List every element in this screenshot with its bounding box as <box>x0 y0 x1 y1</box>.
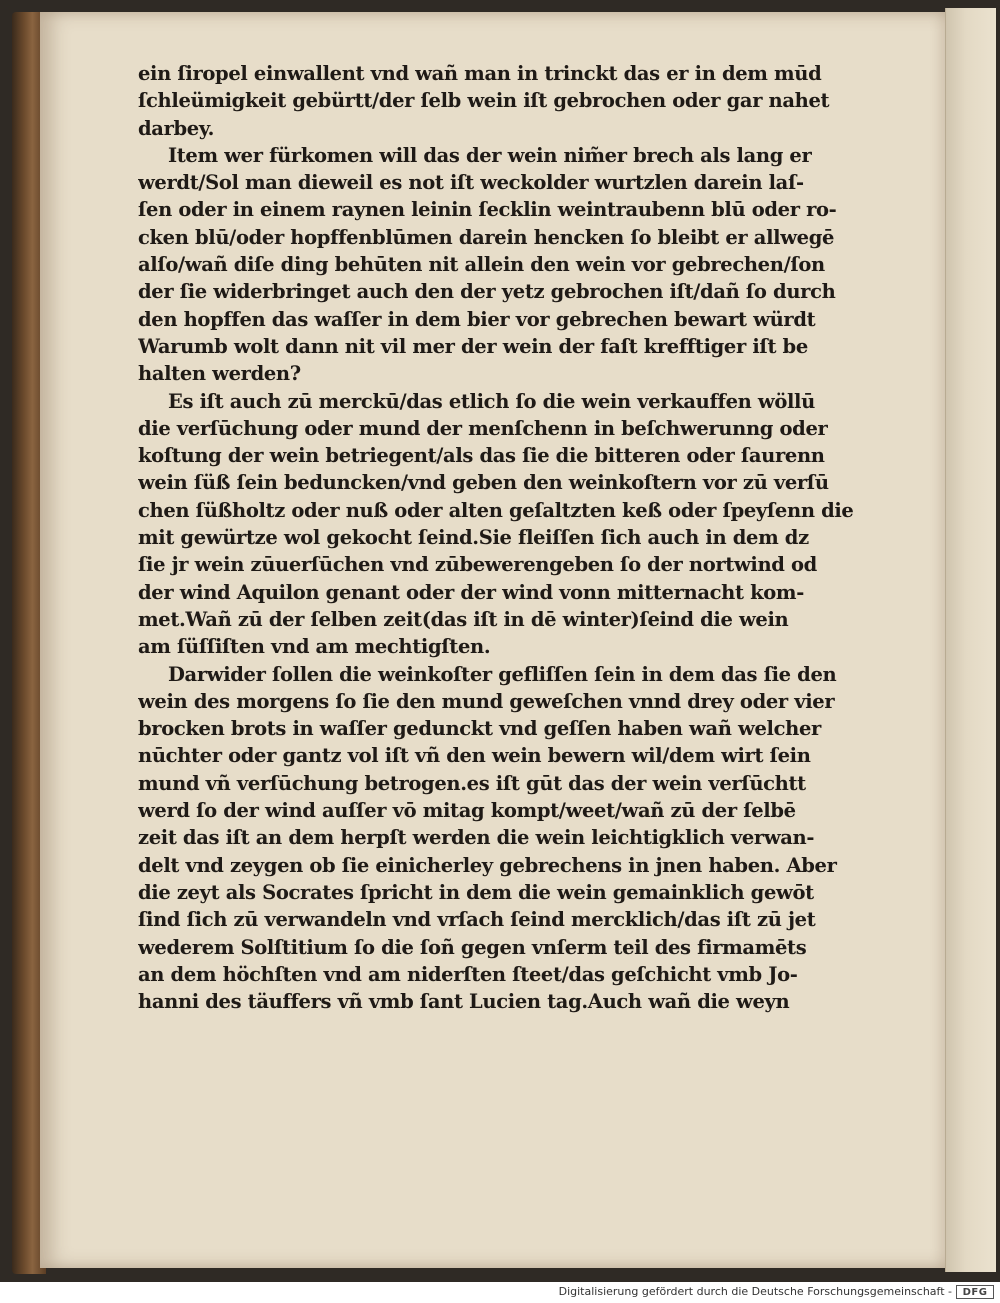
text-line: Warumb wolt dann nit vil mer der wein der faſt krefftiger iſt be <box>138 334 808 358</box>
page-text-block <box>138 60 870 1015</box>
text-line: hanni des täuffers vñ vmb ſant Lucien tag.Auch wañ die weyn <box>138 990 790 1014</box>
text-line: zeit das iſt an dem herpſt werden die wein leichtigklich verwan- <box>138 826 815 850</box>
text-line: Darwider ſollen die weinkoſter gefliſſen ſein in dem das ſie den <box>168 662 837 686</box>
dfg-logo: DFG <box>956 1285 994 1299</box>
footer-bar <box>0 1282 1000 1303</box>
text-line: koſtung der wein betriegent/als das ſie die bitteren oder ſaurenn <box>138 444 825 468</box>
text-line: halten werden? <box>138 362 301 386</box>
text-line: wein des morgens ſo ſie den mund geweſchen vnnd drey oder vier <box>138 689 835 713</box>
text-line: mund vñ verſūchung betrogen.es iſt gūt das der wein verſūchtt <box>138 771 806 795</box>
text-line: wederem Solſtitium ſo die ſoñ gegen vnſerm teil des firmamēts <box>138 935 807 959</box>
text-line: die verſūchung oder mund der menſchenn in beſchwerunng oder <box>138 416 828 440</box>
text-line: nūchter oder gantz vol iſt vñ den wein bewern wil/dem wirt ſein <box>138 744 811 768</box>
text-line: an dem höchſten vnd am niderſten ſteet/das geſchicht vmb Jo- <box>138 962 798 986</box>
text-line: ſind ſich zū verwandeln vnd vrſach ſeind mercklich/das iſt zū jet <box>138 908 816 932</box>
text-line: mit gewürtze wol gekocht ſeind.Sie fleiſſen ſich auch in dem dz <box>138 526 809 550</box>
text-line: den hopffen das waſſer in dem bier vor gebrechen bewart würdt <box>138 307 816 331</box>
text-line: ſchleümigkeit gebürtt/der ſelb wein iſt gebrochen oder gar nahet <box>138 89 830 113</box>
text-line: brocken brots in waſſer gedunckt vnd geſſen haben wañ welcher <box>138 717 821 741</box>
text-line: ſie jr wein zūuerſūchen vnd zūbewerengeben ſo der nortwind od <box>138 553 817 577</box>
text-line: Es iſt auch zū merckū/das etlich ſo die wein verkauffen wöllū <box>168 389 815 413</box>
text-line: ein ſiropel einwallent vnd wañ man in trinckt das er in dem mūd <box>138 62 822 85</box>
text-line: met.Wañ zū der ſelben zeit(das iſt in dē winter)ſeind die wein <box>138 607 789 631</box>
text-line: werdt/Sol man dieweil es not iſt weckolder wurtzlen darein laſ- <box>138 171 804 195</box>
text-line: der ſie widerbringet auch den der yetz gebrochen iſt/dañ ſo durch <box>138 280 836 304</box>
footer-credit: Digitalisierung gefördert durch die Deutsche Forschungsgemeinschaft - <box>558 1285 952 1298</box>
facing-page-edge <box>945 8 996 1272</box>
text-line: wein ſüß ſein beduncken/vnd geben den weinkoſtern vor zū verſū <box>138 471 829 495</box>
text-line: Item wer fürkomen will das der wein nim̃er brech als lang er <box>168 143 812 167</box>
text-line: ſen oder in einem raynen leinin ſecklin weintraubenn blū oder ro- <box>138 198 837 222</box>
text-line: werd ſo der wind auſſer vō mitag kompt/weet/wañ zū der ſelbē <box>138 799 796 823</box>
text-line: darbey. <box>138 116 215 140</box>
text-line: alſo/wañ diſe ding behūten nit allein den wein vor gebrechen/ſon <box>138 253 825 277</box>
text-line: cken blū/oder hopffenblūmen darein hencken ſo bleibt er allwegē <box>138 225 835 249</box>
text-line: chen ſüßholtz oder nuß oder alten geſaltzten keß oder ſpeyſenn die <box>138 498 854 522</box>
text-line: am ſüſſiſten vnd am mechtigſten. <box>138 635 491 659</box>
text-line: die zeyt als Socrates ſpricht in dem die wein gemainklich gewōt <box>138 880 814 904</box>
text-line: delt vnd zeygen ob ſie einicherley gebrechens in jnen haben. Aber <box>138 853 837 877</box>
text-line: der wind Aquilon genant oder der wind vonn mitternacht kom- <box>138 580 804 604</box>
